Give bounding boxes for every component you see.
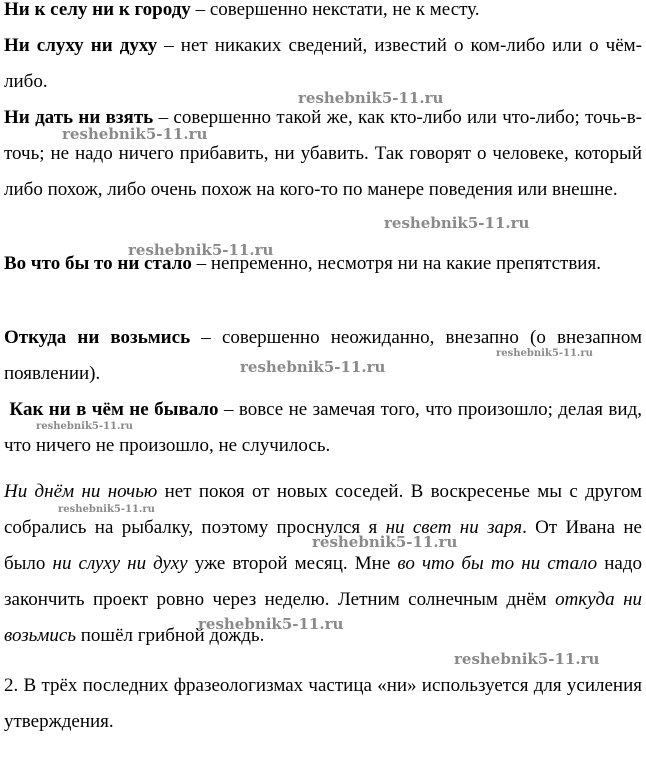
idiom-term: Ни дать ни взять xyxy=(4,107,154,128)
idiom-paragraph-1 xyxy=(4,0,642,28)
idiom-usage: во что бы то ни стало xyxy=(397,553,598,574)
idiom-usage: откуда ни возьмись xyxy=(4,589,642,646)
story-text: уже второй месяц. Мне xyxy=(187,553,398,574)
idiom-usage: ни слуху ни духу xyxy=(52,553,188,574)
task-2-paragraph xyxy=(4,668,642,740)
idiom-term: Ни к селу ни к городу xyxy=(4,0,191,20)
watermark: reshebnik5-11.ru xyxy=(312,533,458,551)
idiom-usage: ни свет ни заря xyxy=(385,517,523,538)
idiom-paragraph-4 xyxy=(4,246,642,282)
task-2-text: 2. В трёх последних фразеологизмах частица «ни» используется для усиления утверждения. xyxy=(4,675,642,732)
idiom-definition: – совершенно такой же, как кто-либо или что-либо; точь-в-точь; не надо ничего прибавить, ни убавить. Так говорят о человеке, который либо похож, либо очень похож на кого-то по манере поведения или внешне. xyxy=(4,107,642,200)
idiom-term: Ни слуху ни духу xyxy=(4,35,158,56)
watermark: reshebnik5-11.ru xyxy=(36,421,133,432)
story-text: надо закончить проект ровно через неделю. Летним солнечным днём xyxy=(4,553,642,610)
idiom-usage: Ни днём ни ночью xyxy=(4,481,158,502)
idiom-definition: – совершенно некстати, не к месту. xyxy=(190,0,480,20)
watermark: reshebnik5-11.ru xyxy=(454,650,600,668)
idiom-definition: – вовсе не замечая того, что произошло; делая вид, что ничего не произошло, не случилось. xyxy=(4,399,642,456)
story-text: . От Ивана не было xyxy=(4,517,642,574)
watermark: reshebnik5-11.ru xyxy=(58,504,155,515)
story-text: нет покоя от новых соседей. В воскресенье мы с другом собрались на рыбалку, поэтому проснулся я xyxy=(4,481,642,538)
watermark: reshebnik5-11.ru xyxy=(240,358,386,376)
watermark: reshebnik5-11.ru xyxy=(496,348,593,359)
idiom-term: Откуда ни возьмись xyxy=(4,327,191,348)
idiom-paragraph-3 xyxy=(4,100,642,208)
idiom-definition: – нет никаких сведений, известий о ком-либо или о чём-либо. xyxy=(4,35,642,92)
watermark: reshebnik5-11.ru xyxy=(198,615,344,633)
watermark: reshebnik5-11.ru xyxy=(384,214,530,232)
watermark: reshebnik5-11.ru xyxy=(298,89,444,107)
idiom-term: Как ни в чём не бывало xyxy=(9,399,219,420)
idiom-definition: – совершенно неожиданно, внезапно (о внезапном появлении). xyxy=(4,327,642,384)
watermark: reshebnik5-11.ru xyxy=(128,241,274,259)
story-text: пошёл грибной дождь. xyxy=(76,625,265,646)
watermark: reshebnik5-11.ru xyxy=(62,125,208,143)
idiom-term: Во что бы то ни стало xyxy=(4,253,192,274)
idiom-definition: – непременно, несмотря ни на какие препятствия. xyxy=(191,253,601,274)
